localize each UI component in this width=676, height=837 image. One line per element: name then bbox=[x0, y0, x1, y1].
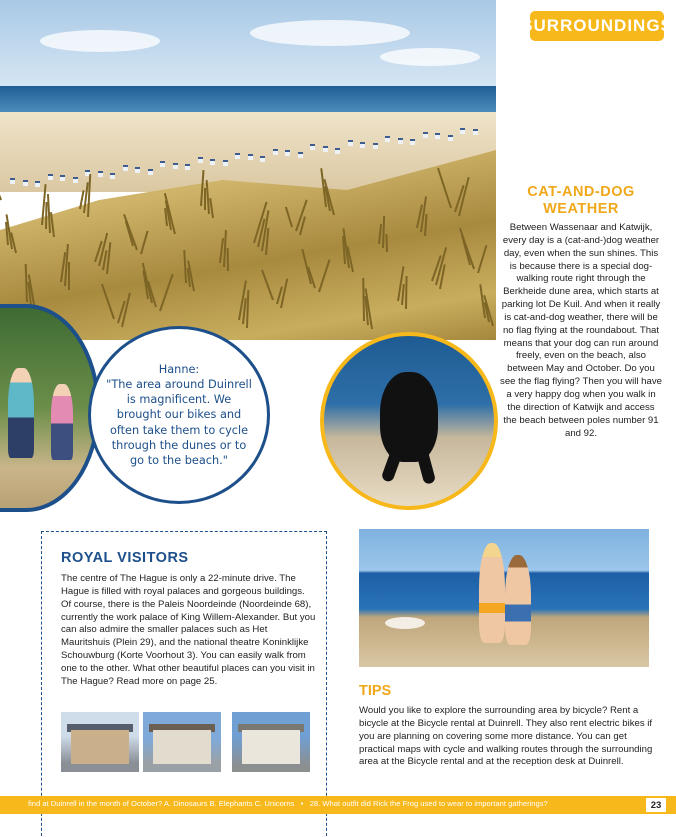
footer-question-1: find at Duinrell in the month of October? A. Dinosaurs B. Elephants C. Unicorns bbox=[28, 799, 295, 808]
beach-hut bbox=[98, 171, 103, 177]
beach-hut bbox=[185, 164, 190, 170]
beach-hut bbox=[410, 139, 415, 145]
beach-hut bbox=[323, 146, 328, 152]
beach-hut bbox=[298, 152, 303, 158]
beach-hut bbox=[348, 140, 353, 146]
royal-visitors-title: ROYAL VISITORS bbox=[61, 550, 189, 566]
beach-hut bbox=[10, 178, 15, 184]
tips-body: Would you like to explore the surrounding area by bicycle? Rent a bicycle at the Bicycle rental at Duinrell. They also rent electric bikes if you are planning on covering some more distance. You can get practical maps with cycle and walking routes through the surrounding area at the Bicycle rental and at the reception desk at Duinrell. bbox=[359, 705, 653, 768]
beach-hut bbox=[260, 156, 265, 162]
beach-dunes-photo bbox=[0, 0, 496, 340]
beach-hut bbox=[473, 129, 478, 135]
beach-hut bbox=[35, 181, 40, 187]
beach-hut bbox=[398, 138, 403, 144]
beach-hut bbox=[385, 136, 390, 142]
beach-hut bbox=[310, 144, 315, 150]
girl-figure bbox=[479, 543, 505, 643]
beach-hut bbox=[248, 154, 253, 160]
beach-hut bbox=[160, 161, 165, 167]
footer-question-2: 28. What outfit did Rick the Frog used to wear to important gatherings? bbox=[309, 799, 548, 808]
tips-title: TIPS bbox=[359, 683, 392, 699]
grass-blade bbox=[68, 262, 70, 290]
quote-author: Hanne: bbox=[158, 362, 200, 376]
beach-hut bbox=[335, 148, 340, 154]
quote-text: "The area around Duinrell is magnificent. We brought our bikes and often take them to cycle through the dunes or to go to the beach." bbox=[106, 377, 252, 468]
beach-hut bbox=[123, 165, 128, 171]
boy-figure bbox=[505, 555, 531, 645]
cat-and-dog-title: CAT-AND-DOG WEATHER bbox=[527, 184, 635, 218]
beach-hut bbox=[235, 153, 240, 159]
beach-hut bbox=[435, 133, 440, 139]
beach-hut bbox=[135, 167, 140, 173]
beach-hut bbox=[285, 150, 290, 156]
footer-bar bbox=[0, 796, 676, 814]
dog-leg bbox=[381, 447, 404, 483]
beach-hut bbox=[48, 174, 53, 180]
beach-hut bbox=[448, 135, 453, 141]
woman-figure bbox=[8, 368, 34, 458]
beach-hut bbox=[60, 175, 65, 181]
beach-hut bbox=[210, 159, 215, 165]
running-dog-photo bbox=[320, 332, 498, 510]
beach-hut bbox=[373, 143, 378, 149]
beach-hut bbox=[273, 149, 278, 155]
quote-bubble bbox=[88, 326, 270, 504]
footer-separator: • bbox=[300, 799, 304, 808]
palace-building bbox=[71, 730, 129, 764]
grass-blade bbox=[227, 248, 229, 271]
beach-hut bbox=[360, 142, 365, 148]
beach-hut bbox=[223, 160, 228, 166]
beach-hut bbox=[148, 169, 153, 175]
cloud bbox=[380, 48, 480, 66]
palace-photo bbox=[143, 712, 221, 772]
sea bbox=[0, 86, 496, 114]
beach-hut bbox=[110, 173, 115, 179]
palace-photo bbox=[232, 712, 310, 772]
dog-figure bbox=[380, 372, 438, 462]
section-tag: SURROUNDINGS bbox=[530, 11, 664, 41]
beach-hut bbox=[198, 157, 203, 163]
page-number: 23 bbox=[646, 798, 666, 812]
cloud bbox=[40, 30, 160, 52]
palace-photo bbox=[61, 712, 139, 772]
beach-hut bbox=[73, 177, 78, 183]
dog-leg bbox=[416, 449, 436, 485]
grass-blade bbox=[204, 188, 206, 210]
cat-and-dog-body: Between Wassenaar and Katwijk, every day is a (cat-and-)dog weather day, even when the sun shines. This is because there is a special dog-walking route right through the Berkheide dune area, which starts at parking lot De Kuil. And when it really is cat-and-dog weather, there will be no flag flying at the roundabout. That means that your dog can run around freely, even on the beach, also between May and October. Do you see the flag flying? Then you will have a very happy dog when you walk in the direction of Katwijk and access the beach between poles number 91 and 92. bbox=[500, 222, 662, 439]
footer-quiz-text bbox=[28, 799, 548, 808]
beach-hut bbox=[23, 180, 28, 186]
beach-hut bbox=[460, 128, 465, 134]
palace-building bbox=[242, 730, 300, 764]
beach-hut bbox=[423, 132, 428, 138]
royal-visitors-box bbox=[41, 531, 327, 837]
beach-hut bbox=[173, 163, 178, 169]
royal-visitors-body: The centre of The Hague is only a 22-minute drive. The Hague is filled with royal palaces and gorgeous buildings. Of course, there is the Paleis Noordeinde (Noordeinde 68), currently the work palace of King Willem-Alexander. But you can also admire the smaller palaces such as Het Mauritshuis (Plein 29), and the national theatre Koninklijke Schouwburg (Korte Voorhout 3). You can easily walk from one to the other. What other beautiful places can you visit in The Hague? Read more on page 25. bbox=[61, 573, 316, 687]
palace-building bbox=[153, 730, 211, 764]
girl-figure bbox=[51, 384, 73, 460]
kids-running-beach-photo bbox=[359, 529, 649, 667]
cloud bbox=[250, 20, 410, 46]
water-splash bbox=[385, 617, 425, 629]
